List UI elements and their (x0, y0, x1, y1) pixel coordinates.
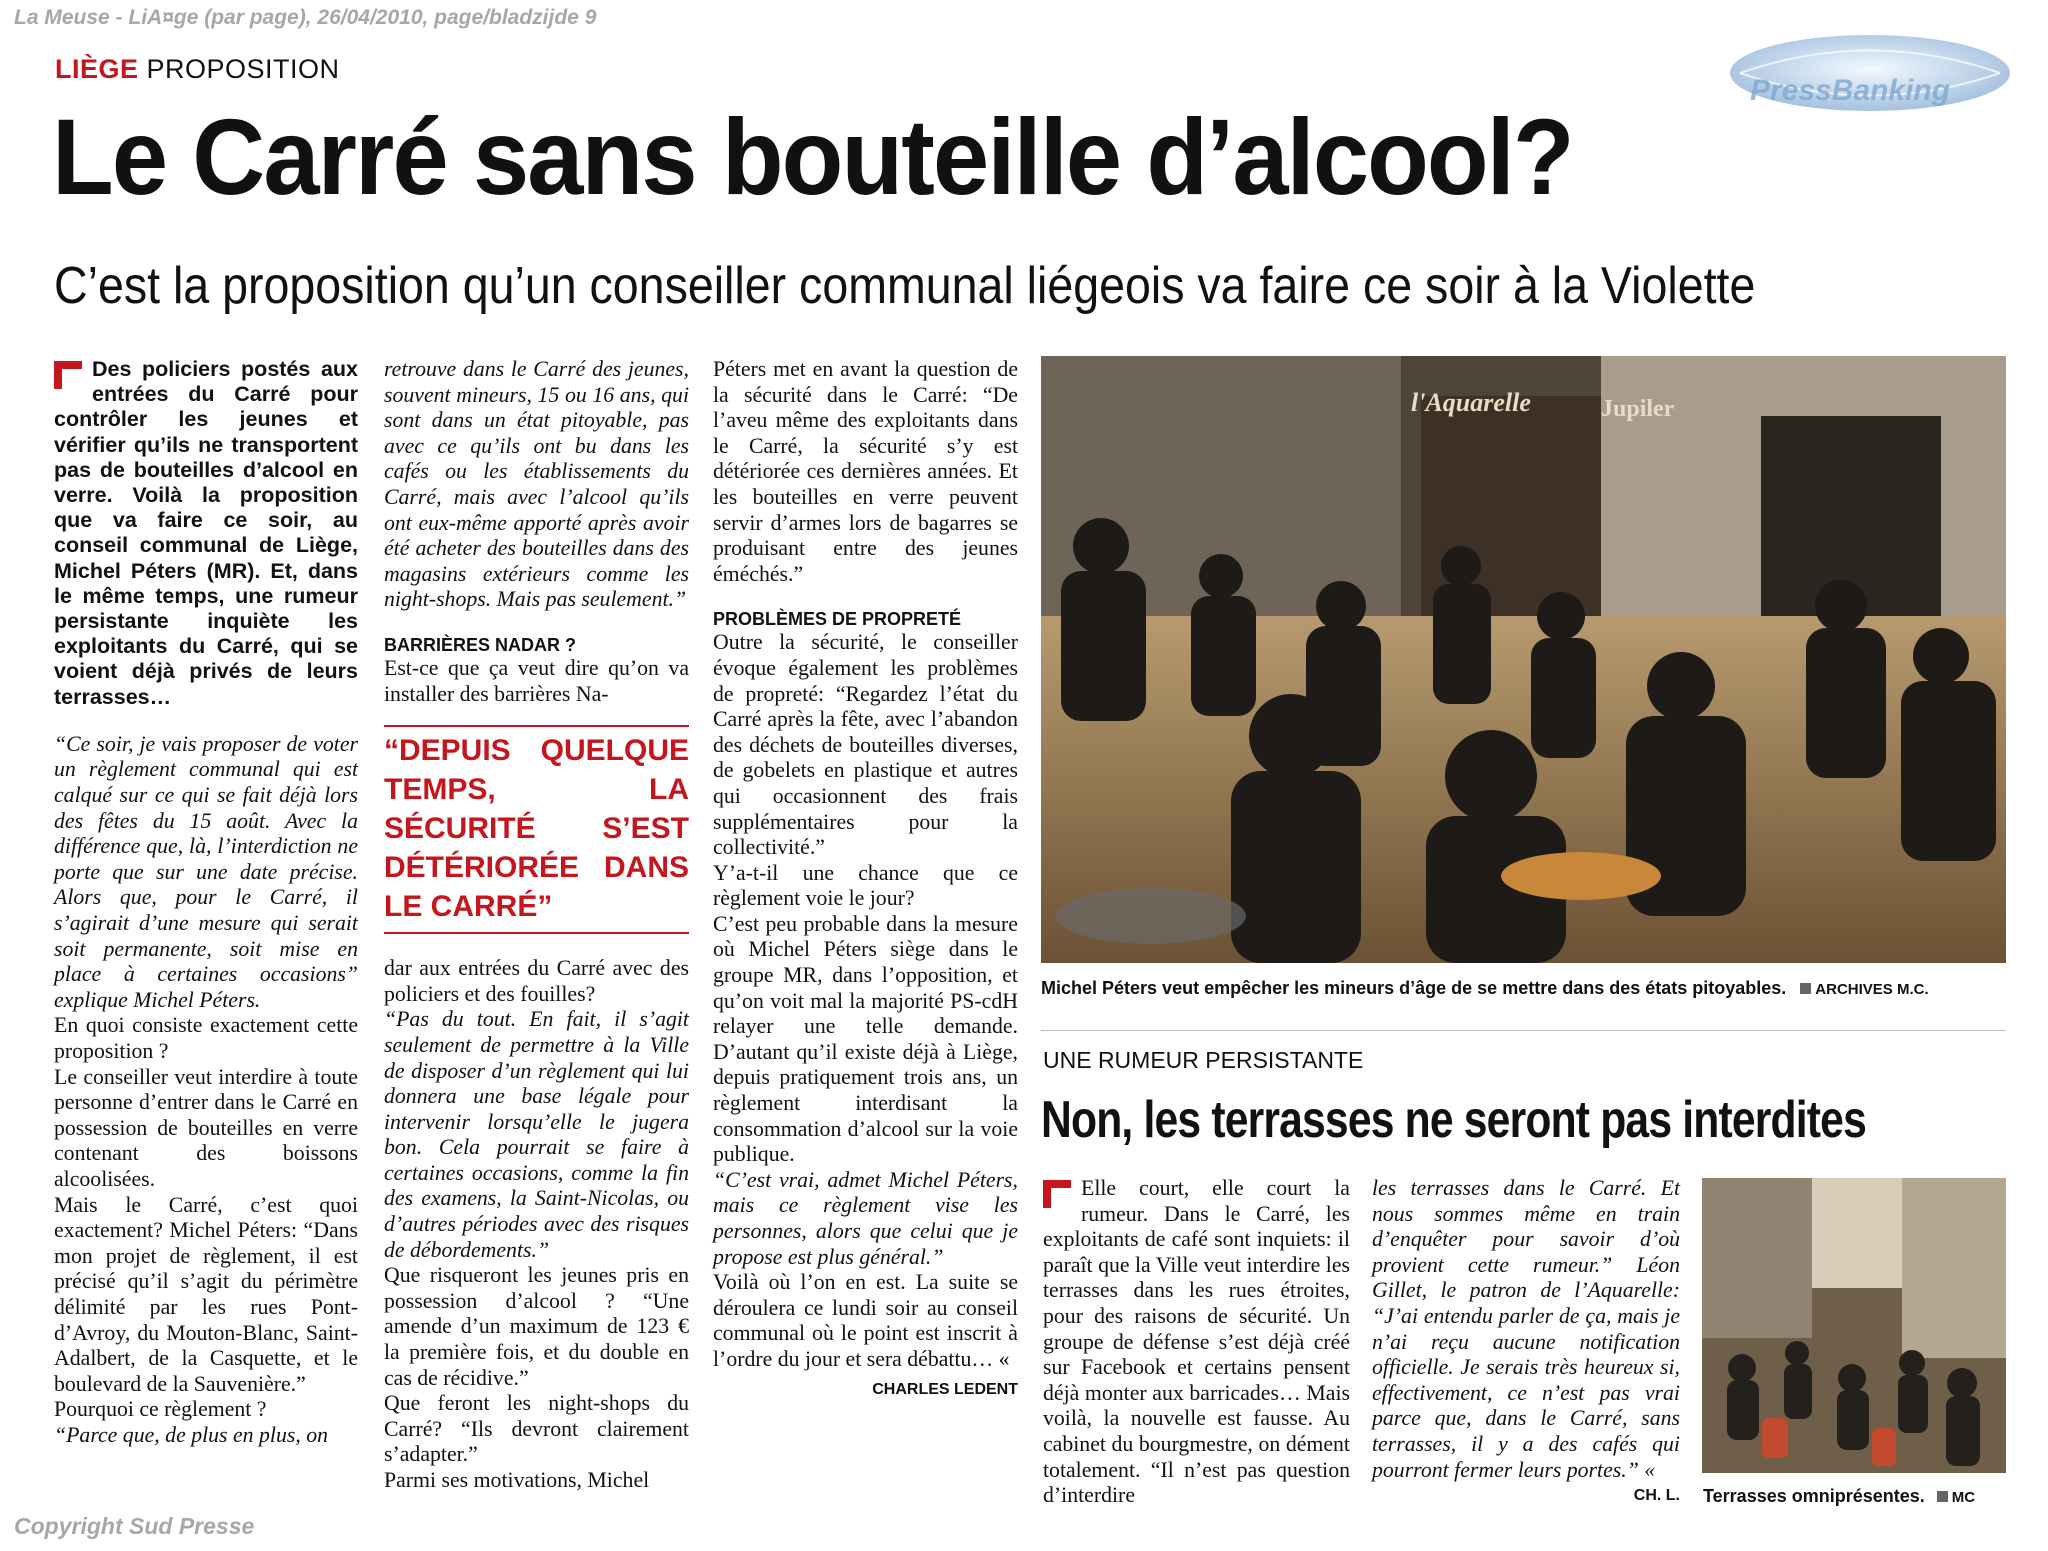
body-paragraph: Voilà où l’on en est. La suite se déroulera ce lundi soir au conseil communal où le point est inscrit à l’ordre du jour et sera débattu… « (713, 1270, 1018, 1371)
kicker-label: PROPOSITION (146, 54, 340, 84)
article-column-2 (384, 357, 689, 1494)
body-paragraph: Que risqueront les jeunes pris en possession d’alcool ? “Une amende d’un maximum de 123 € la première fois, et du double en cas de récidive.” (384, 1263, 689, 1390)
subheadline: C’est la proposition qu’un conseiller communal liégeois va faire ce soir à la Violette (54, 257, 1756, 315)
kicker (55, 54, 340, 85)
sidebar-paragraph: les terrasses dans le Carré. Et nous sommes même en train d’enquêter pour savoir d’où provient cette rumeur.” Léon Gillet, le patron de l’Aquarelle: “J’ai entendu parler de ça, mais je n’ai reçu aucune notification officielle. Je serais très heureux si, effectivement, ce n’est pas vrai parce que, dans le Carré, sans terrasses, il y a des cafés qui pourront fermer leurs portes.” « (1372, 1176, 1680, 1482)
source-line: La Meuse - LiA¤ge (par page), 26/04/2010, page/bladzijde 9 (14, 6, 597, 29)
article-column-1 (54, 357, 358, 1448)
body-paragraph: Y’a-t-il une chance que ce règlement voie le jour? (713, 860, 1018, 911)
body-paragraph: retrouve dans le Carré des jeunes, souvent mineurs, 15 ou 16 ans, qui sont dans un état pitoyable, pas avec ce qu’ils ont bu dans les cafés ou les établissements du Carré, mais avec l’alcool qu’ils ont eux-même apporté après avoir été acheter des bouteilles dans des magasins extérieurs comme les night-shops. Mais pas seulement.” (384, 357, 689, 612)
body-paragraph: “Ce soir, je vais proposer de voter un règlement communal qui est calqué sur ce qui se fait déjà lors des fêtes du 15 août. Avec la différence que, là, l’interdiction ne porte que sur une date précise. Alors que, pour le Carré, il s’agirait d’une mesure qui serait soit permanente, soit mise en place à certaines occasions” explique Michel Péters. (54, 731, 358, 1012)
sidebar-column-1: Elle court, elle court la rumeur. Dans le Carré, les exploitants de café sont inquiets: il paraît que la Ville veut interdire les terrasses dans les rues étroites, pour des raisons de sécurité. Un groupe de défense s’est déjà créé sur Facebook et certains pensent déjà monter aux barricades… Mais voilà, la nouvelle est fausse. Au cabinet du bourgmestre, on dément totalement. “Il n’est pas question d’interdire (1043, 1176, 1350, 1508)
svg-text:PressBanking: PressBanking (1750, 74, 1951, 107)
body-paragraph: “Parce que, de plus en plus, on (54, 1422, 329, 1447)
headline: Le Carré sans bouteille d’alcool? (52, 96, 1573, 217)
body-paragraph: Est-ce que ça veut dire qu’on va installer des barrières Na- (384, 655, 689, 706)
byline: CHARLES LEDENT (872, 1380, 1018, 1398)
divider (1041, 1030, 2006, 1031)
body-paragraph: Outre la sécurité, le conseiller évoque également les problèmes de propreté: “Regardez l’état du Carré après la fête, avec l’abandon des déchets de bouteilles diverses, de gobelets en plastique et autres qui occasionnent des frais supplémentaires pour la collectivité.” (713, 630, 1018, 860)
terrace-photo-credit: MC (1951, 1489, 1976, 1506)
svg-text:l'Aquarelle: l'Aquarelle (1411, 388, 1531, 417)
subheading: BARRIÈRES NADAR ? (384, 634, 577, 655)
sidebar-kicker: UNE RUMEUR PERSISTANTE (1043, 1047, 1364, 1073)
sidebar-column-2 (1372, 1176, 1680, 1505)
body-paragraph: Mais le Carré, c’est quoi exactement? Michel Péters: “Dans mon projet de règlement, il est précisé qu’il s’agit du périmètre délimité par les rues Pont-d’Avroy, du Mouton-Blanc, Saint-Adalbert, de la Casquette, et le boulevard de la Sauvenière.” (54, 1192, 358, 1396)
sidebar-mark-icon (1043, 1180, 1071, 1208)
body-paragraph: C’est peu probable dans la mesure où Michel Péters siège dans le groupe MR, dans l’opposition, et qu’on voit mal la majorité PS-cdH relayer une telle demande. D’autant qu’il existe déjà à Liège, depuis pratiquement trois ans, un règlement interdisant la consommation d’alcool sur la voie publique. (713, 911, 1018, 1167)
main-photo-credit: ARCHIVES M.C. (1815, 981, 1929, 998)
terrace-photo-caption: Terrasses omniprésentes. (1703, 1486, 1925, 1506)
main-photo-caption-row (1041, 978, 2006, 999)
main-photo (1041, 356, 2006, 963)
article-column-3 (713, 357, 1018, 1399)
body-paragraph: Le conseiller veut interdire à toute personne d’entrer dans le Carré en possession de bouteilles en verre contenant des boissons alcoolisées. (54, 1064, 358, 1191)
pull-quote: “DEPUIS QUELQUE TEMPS, LA SÉCURITÉ S’EST DÉTÉRIORÉE DANS LE CARRÉ” (384, 725, 689, 934)
terrace-photo-caption-row (1703, 1486, 2006, 1507)
main-photo-caption: Michel Péters veut empêcher les mineurs d’âge de se mettre dans des états pitoyables. (1041, 978, 1787, 998)
lead-mark-icon (54, 361, 82, 389)
body-paragraph: En quoi consiste exactement cette proposition ? (54, 1013, 358, 1063)
copyright: Copyright Sud Presse (14, 1513, 255, 1539)
body-paragraph: Péters met en avant la question de la sécurité dans le Carré: “De l’aveu même des exploitants dans le Carré, la sécurité s’y est détériorée ces dernières années. Et les bouteilles en verre peuvent servir d’armes lors de bagarres se produisant entre des jeunes éméchés.” (713, 357, 1018, 586)
body-paragraph: Pourquoi ce règlement ? (54, 1397, 267, 1422)
credit-square-icon (1800, 983, 1811, 994)
body-paragraph: “C’est vrai, admet Michel Péters, mais ce règlement vise les personnes, alors que celui que je propose est plus général.” (713, 1167, 1018, 1269)
sidebar-headline: Non, les terrasses ne seront pas interdites (1041, 1091, 1866, 1149)
body-paragraph: dar aux entrées du Carré avec des policiers et des fouilles? (384, 956, 689, 1006)
svg-text:Jupiler: Jupiler (1601, 396, 1675, 422)
article-lead: Des policiers postés aux entrées du Carré pour contrôler les jeunes et vérifier qu’ils ne transportent pas de bouteilles d’alcool en verre. Voilà la proposition que va faire ce soir, au conseil communal de Liège, Michel Péters (MR). Et, dans le même temps, une rumeur persistante inquiète les exploitants du Carré, qui se voient déjà privés de leurs terrasses… (54, 357, 358, 709)
kicker-section: LIÈGE (55, 54, 139, 84)
sidebar-byline: CH. L. (1633, 1487, 1680, 1505)
subheading: PROBLÈMES DE PROPRETÉ (713, 609, 962, 630)
body-paragraph: Parmi ses motivations, Michel (384, 1468, 650, 1492)
body-paragraph: “Pas du tout. En fait, il s’agit seulement de permettre à la Ville de disposer d’un règlement qui lui donnera une base légale pour intervenir lorsqu’elle le jugera bon. Cela pourrait se faire à certaines occasions, comme la fin des examens, la Saint-Nicolas, ou d’autres périodes avec des risques de débordements.” (384, 1007, 689, 1262)
terrace-photo (1702, 1178, 2006, 1473)
body-paragraph: Que feront les night-shops du Carré? “Ils devront clairement s’adapter.” (384, 1391, 689, 1467)
credit-square-icon (1937, 1491, 1948, 1502)
